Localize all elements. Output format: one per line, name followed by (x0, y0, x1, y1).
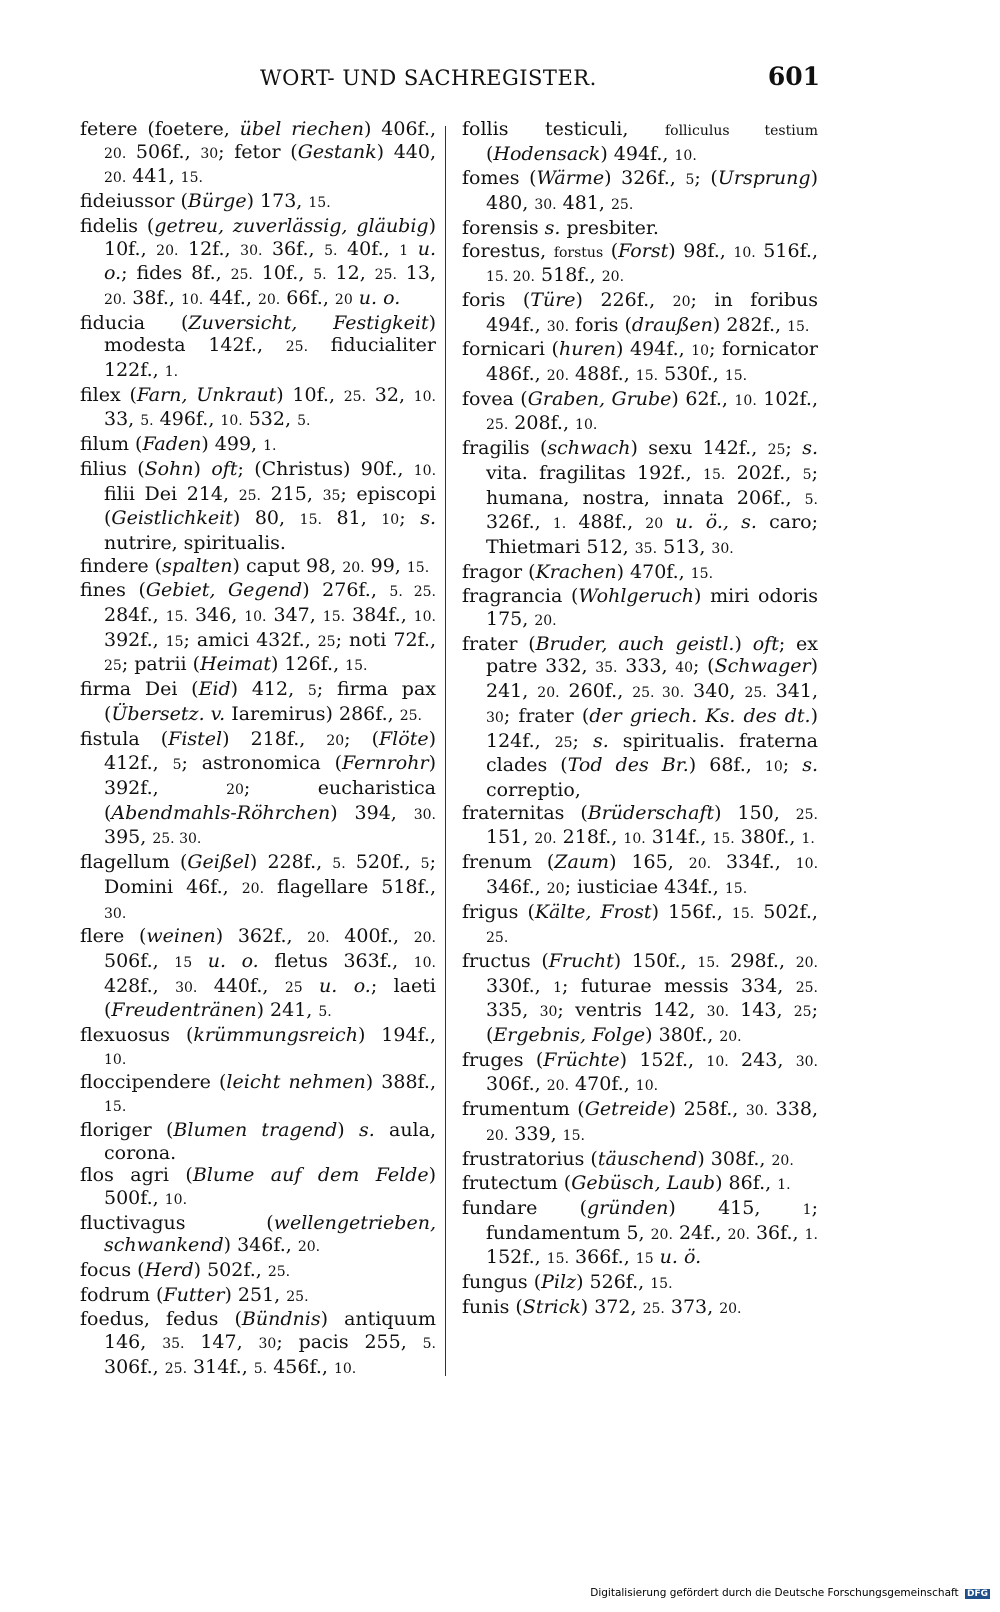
index-entry: frustratorius (täuschend) 308f., 20. (462, 1147, 794, 1170)
index-entry: fragor (Krachen) 470f., 15. (462, 560, 714, 583)
column-divider (445, 126, 446, 1376)
index-column-left (80, 118, 436, 1381)
index-column-right (462, 118, 818, 1320)
index-entry: funis (Strick) 372, 25. 373, 20. (462, 1295, 742, 1318)
index-entry: fomes (Wärme) 326f., 5; (Ursprung) 480, 30. 481, 25. (462, 167, 818, 215)
index-entry: fideiussor (Bürge) 173, 15. (80, 190, 331, 213)
index-entry: fructus (Frucht) 150f., 15. 298f., 20. 330f., 1; futurae messis 334, 25. 335, 30; ventris 142, 30. 143, 25; (Ergebnis, Folge) 380f., 20. (462, 949, 818, 1047)
index-entry: fidelis (getreu, zuverlässig, gläubig) 10f., 20. 12f., 30. 36f., 5. 40f., 1 u. o.; fides 8f., 25. 10f., 5. 12, 25. 13, 20. 38f., 10. 44f., 20. 66f., 20 u. o. (80, 214, 436, 309)
index-entry: frenum (Zaum) 165, 20. 334f., 10. 346f., 20; iusticiae 434f., 15. (462, 851, 819, 898)
index-entry: fraternitas (Brüderschaft) 150, 25. 151, 20. 218f., 10. 314f., 15. 380f., 1. (462, 801, 818, 849)
index-entry: filum (Faden) 499, 1. (80, 433, 277, 456)
index-entry: flos agri (Blume auf dem Felde) 500f., 10. (80, 1164, 436, 1209)
index-entry: forensis s. presbiter. (462, 216, 659, 239)
index-entry: fornicari (huren) 494f., 10; fornicator 486f., 20. 488f., 15. 530f., 15. (462, 338, 819, 386)
footer-credit (590, 1587, 990, 1599)
index-entry: firma Dei (Eid) 412, 5; firma pax (Übersetz. v. Iaremirus) 286f., 25. (80, 678, 436, 725)
index-entry: fodrum (Futter) 251, 25. (80, 1283, 309, 1306)
index-entry: filius (Sohn) oft; (Christus) 90f., 10. filii Dei 214, 25. 215, 35; episcopi (Geistlichkeit) 80, 15. 81, 10; s. nutrire, spiritualis. (80, 457, 437, 554)
index-entry: fragilis (schwach) sexu 142f., 25; s. vita. fragilitas 192f., 15. 202f., 5; humana, nostra, innata 206f., 5. 326f., 1. 488f., 20 u. ö., s. caro; Thietmari 512, 35. 513, 30. (462, 437, 818, 558)
index-entry: fundare (gründen) 415, 1; fundamentum 5, 20. 24f., 20. 36f., 1. 152f., 15. 366f., 15 u. ö. (462, 1196, 818, 1269)
index-entry: flexuosus (krümmungsreich) 194f., 10. (80, 1024, 437, 1068)
index-entry: foedus, fedus (Bündnis) antiquum 146, 35. 147, 30; pacis 255, 5. 306f., 25. 314f., 5. 456f., 10. (80, 1308, 436, 1378)
index-entry: floriger (Blumen tragend) s. aula, corona. (80, 1118, 436, 1164)
index-entry: forestus, forstus (Forst) 98f., 10. 516f., 15. 20. 518f., 20. (462, 239, 818, 287)
index-entry: frigus (Kälte, Frost) 156f., 15. 502f., 25. (462, 900, 818, 947)
index-entry: fistula (Fistel) 218f., 20; (Flöte) 412f., 5; astronomica (Fernrohr) 392f., 20; eucharistica (Abendmahls-Röhrchen) 394, 30. 395, 25. 30. (80, 727, 436, 849)
index-entry: frumentum (Getreide) 258f., 30. 338, 20. 339, 15. (462, 1098, 818, 1145)
index-entry: frutectum (Gebüsch, Laub) 86f., 1. (462, 1172, 791, 1195)
index-entry: fruges (Früchte) 152f., 10. 243, 30. 306f., 20. 470f., 10. (462, 1048, 818, 1096)
index-entry: fetere (foetere, übel riechen) 406f., 20. 506f., 30; fetor (Gestank) 440, 20. 441, 15. (80, 118, 437, 188)
index-entry: fiducia (Zuversicht, Festigkeit) modesta 142f., 25. fiducialiter 122f., 1. (80, 311, 436, 382)
index-entry: follis testiculi, folliculus testium (Hodensack) 494f., 10. (462, 118, 818, 165)
index-entry: flagellum (Geißel) 228f., 5. 520f., 5; Domini 46f., 20. flagellare 518f., 30. (80, 851, 436, 922)
index-entry: fovea (Graben, Grube) 62f., 10. 102f., 25. 208f., 10. (462, 387, 818, 435)
index-entry: findere (spalten) caput 98, 20. 99, 15. (80, 554, 430, 577)
index-entry: fungus (Pilz) 526f., 15. (462, 1271, 673, 1294)
index-entry: frater (Bruder, auch geistl.) oft; ex patre 332, 35. 333, 40; (Schwager) 241, 20. 260f., 25. 30. 340, 25. 341, 30; frater (der griech. Ks. des dt.) 124f., 25; s. spiritualis. fraterna clades (Tod des Br.) 68f., 10; s. correptio, (462, 632, 819, 801)
page-header (80, 62, 820, 100)
running-title: WORT- UND SACHREGISTER. (260, 66, 597, 90)
index-entry: foris (Türe) 226f., 20; in foribus 494f., 30. foris (draußen) 282f., 15. (462, 288, 818, 336)
footer-credit-text: Digitalisierung gefördert durch die Deutsche Forschungsgemeinschaft (590, 1587, 959, 1599)
index-entry: focus (Herd) 502f., 25. (80, 1259, 291, 1282)
index-entry: filex (Farn, Unkraut) 10f., 25. 32, 10. 33, 5. 496f., 10. 532, 5. (80, 383, 436, 431)
page-number: 601 (767, 62, 820, 91)
dfg-logo: DFG (966, 1589, 988, 1599)
index-entry: fluctivagus (wellengetrieben, schwankend) 346f., 20. (80, 1211, 436, 1257)
index-entry: fragrancia (Wohlgeruch) miri odoris 175, 20. (462, 585, 819, 631)
index-entry: floccipendere (leicht nehmen) 388f., 15. (80, 1071, 436, 1116)
index-entry: flere (weinen) 362f., 20. 400f., 20. 506f., 15 u. o. fletus 363f., 10. 428f., 30. 440f., 25 u. o.; laeti (Freudentränen) 241, 5. (80, 925, 437, 1022)
index-entry: fines (Gebiet, Gegend) 276f., 5. 25. 284f., 15. 346, 10. 347, 15. 384f., 10. 392f., 15; amici 432f., 25; noti 72f., 25; patrii (Heimat) 126f., 15. (80, 579, 436, 676)
